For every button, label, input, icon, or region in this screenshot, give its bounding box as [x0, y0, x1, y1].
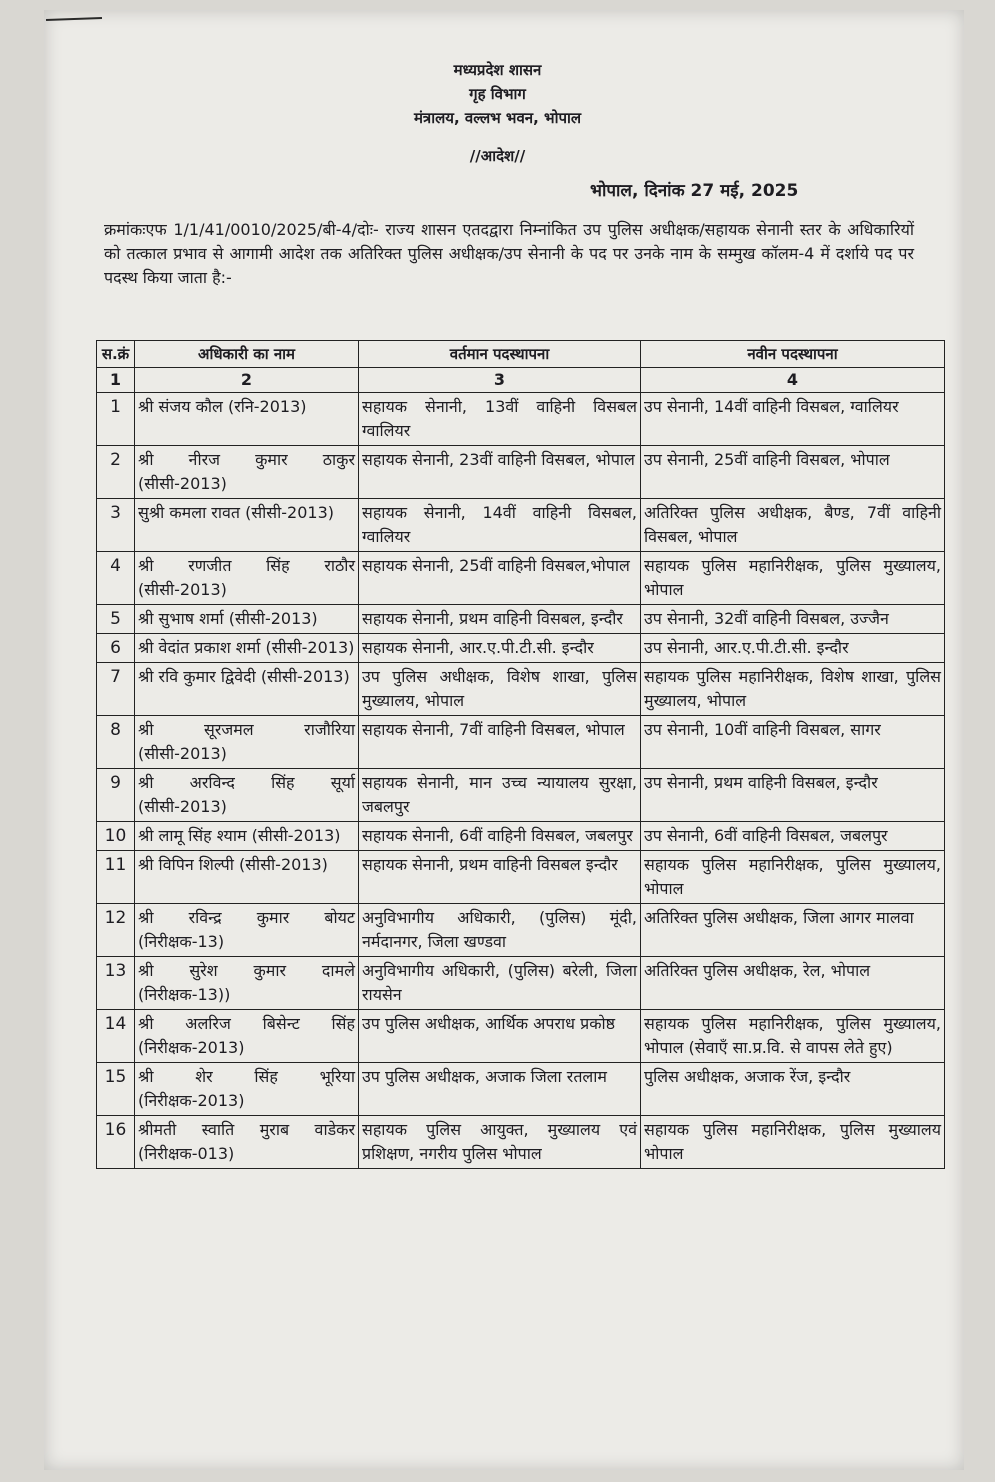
serial-cell: 13: [97, 957, 135, 1010]
new-posting-cell: सहायक पुलिस महानिरीक्षक, पुलिस मुख्यालय, भोपाल: [641, 552, 945, 605]
header-serial: स.क्रं: [97, 341, 135, 368]
header-officer-name: अधिकारी का नाम: [135, 341, 359, 368]
new-posting-cell: अतिरिक्त पुलिस अधीक्षक, रेल, भोपाल: [641, 957, 945, 1010]
officer-name-cell: श्री विपिन शिल्पी (सीसी-2013): [135, 851, 359, 904]
current-posting-cell: अनुविभागीय अधिकारी, (पुलिस) बरेली, जिला रायसेन: [359, 957, 641, 1010]
serial-cell: 15: [97, 1063, 135, 1116]
new-posting-cell: उप सेनानी, 25वीं वाहिनी विसबल, भोपाल: [641, 446, 945, 499]
officer-name-cell: श्रीमती स्वाति मुराब वाडेकर (निरीक्षक-013): [135, 1116, 359, 1169]
new-posting-cell: उप सेनानी, आर.ए.पी.टी.सी. इन्दौर: [641, 634, 945, 663]
order-title: //आदेश//: [469, 147, 526, 165]
current-posting-cell: सहायक सेनानी, 23वीं वाहिनी विसबल, भोपाल: [359, 446, 641, 499]
current-posting-cell: सहायक सेनानी, आर.ए.पी.टी.सी. इन्दौर: [359, 634, 641, 663]
serial-cell: 7: [97, 663, 135, 716]
new-posting-cell: सहायक पुलिस महानिरीक्षक, पुलिस मुख्यालय, भोपाल (सेवाएँ सा.प्र.वि. से वापस लेते हुए): [641, 1010, 945, 1063]
table-row: [97, 1063, 945, 1116]
officer-name-cell: श्री रणजीत सिंह राठौर (सीसी-2013): [135, 552, 359, 605]
serial-cell: 10: [97, 822, 135, 851]
current-posting-cell: अनुविभागीय अधिकारी, (पुलिस) मूंदी, नर्मदानगर, जिला खण्डवा: [359, 904, 641, 957]
current-posting-cell: सहायक सेनानी, प्रथम वाहिनी विसबल इन्दौर: [359, 851, 641, 904]
current-posting-cell: सहायक सेनानी, प्रथम वाहिनी विसबल, इन्दौर: [359, 605, 641, 634]
serial-cell: 14: [97, 1010, 135, 1063]
serial-cell: 8: [97, 716, 135, 769]
table-row: [97, 634, 945, 663]
current-posting-cell: सहायक सेनानी, 7वीं वाहिनी विसबल, भोपाल: [359, 716, 641, 769]
table-row: [97, 904, 945, 957]
table-row: [97, 957, 945, 1010]
new-posting-cell: उप सेनानी, 14वीं वाहिनी विसबल, ग्वालियर: [641, 393, 945, 446]
current-posting-cell: सहायक सेनानी, 6वीं वाहिनी विसबल, जबलपुर: [359, 822, 641, 851]
column-number: 3: [359, 368, 641, 393]
table-row: [97, 769, 945, 822]
officer-name-cell: श्री सूरजमल राजौरिया (सीसी-2013): [135, 716, 359, 769]
current-posting-cell: सहायक सेनानी, मान उच्च न्यायालय सुरक्षा, जबलपुर: [359, 769, 641, 822]
officer-name-cell: सुश्री कमला रावत (सीसी-2013): [135, 499, 359, 552]
officer-name-cell: श्री रविन्द्र कुमार बोयट (निरीक्षक-13): [135, 904, 359, 957]
table-body: [97, 393, 945, 1169]
new-posting-cell: सहायक पुलिस महानिरीक्षक, पुलिस मुख्यालय भोपाल: [641, 1116, 945, 1169]
order-date: भोपाल, दिनांक 27 मई, 2025: [590, 181, 799, 201]
serial-cell: 2: [97, 446, 135, 499]
officer-name-cell: श्री संजय कौल (रनि-2013): [135, 393, 359, 446]
current-posting-cell: सहायक पुलिस आयुक्त, मुख्यालय एवं प्रशिक्षण, नगरीय पुलिस भोपाल: [359, 1116, 641, 1169]
officer-name-cell: श्री रवि कुमार द्विवेदी (सीसी-2013): [135, 663, 359, 716]
new-posting-cell: उप सेनानी, प्रथम वाहिनी विसबल, इन्दौर: [641, 769, 945, 822]
new-posting-cell: उप सेनानी, 10वीं वाहिनी विसबल, सागर: [641, 716, 945, 769]
serial-cell: 12: [97, 904, 135, 957]
serial-cell: 16: [97, 1116, 135, 1169]
table-row: [97, 499, 945, 552]
table-row: [97, 1010, 945, 1063]
new-posting-cell: अतिरिक्त पुलिस अधीक्षक, जिला आगर मालवा: [641, 904, 945, 957]
current-posting-cell: उप पुलिस अधीक्षक, विशेष शाखा, पुलिस मुख्यालय, भोपाल: [359, 663, 641, 716]
officer-name-cell: श्री अलरिज बिसेन्ट सिंह (निरीक्षक-2013): [135, 1010, 359, 1063]
office-address: मंत्रालय, वल्लभ भवन, भोपाल: [413, 109, 582, 127]
serial-cell: 5: [97, 605, 135, 634]
current-posting-cell: सहायक सेनानी, 14वीं वाहिनी विसबल, ग्वालियर: [359, 499, 641, 552]
header-new-posting: नवीन पदस्थापना: [641, 341, 945, 368]
posting-table: [96, 340, 945, 1169]
table-row: [97, 393, 945, 446]
govt-name: मध्यप्रदेश शासन: [453, 61, 542, 79]
letterhead: [0, 58, 995, 130]
header-current-posting: वर्तमान पदस्थापना: [359, 341, 641, 368]
current-posting-cell: सहायक सेनानी, 13वीं वाहिनी विसबल ग्वालियर: [359, 393, 641, 446]
column-number: 4: [641, 368, 945, 393]
column-number: 1: [97, 368, 135, 393]
officer-name-cell: श्री लामू सिंह श्याम (सीसी-2013): [135, 822, 359, 851]
serial-cell: 3: [97, 499, 135, 552]
table-row: [97, 851, 945, 904]
current-posting-cell: सहायक सेनानी, 25वीं वाहिनी विसबल,भोपाल: [359, 552, 641, 605]
column-number: 2: [135, 368, 359, 393]
serial-cell: 11: [97, 851, 135, 904]
serial-cell: 9: [97, 769, 135, 822]
officer-name-cell: श्री अरविन्द सिंह सूर्या (सीसी-2013): [135, 769, 359, 822]
table-row: [97, 822, 945, 851]
officer-name-cell: श्री सुरेश कुमार दामले (निरीक्षक-13)): [135, 957, 359, 1010]
current-posting-cell: उप पुलिस अधीक्षक, अजाक जिला रतलाम: [359, 1063, 641, 1116]
table-row: [97, 1116, 945, 1169]
table-row: [97, 716, 945, 769]
officer-name-cell: श्री नीरज कुमार ठाकुर (सीसी-2013): [135, 446, 359, 499]
new-posting-cell: अतिरिक्त पुलिस अधीक्षक, बैण्ड, 7वीं वाहिनी विसबल, भोपाल: [641, 499, 945, 552]
current-posting-cell: उप पुलिस अधीक्षक, आर्थिक अपराध प्रकोष्ठ: [359, 1010, 641, 1063]
table-row: [97, 446, 945, 499]
column-number-row: [97, 368, 945, 393]
new-posting-cell: उप सेनानी, 6वीं वाहिनी विसबल, जबलपुर: [641, 822, 945, 851]
serial-cell: 4: [97, 552, 135, 605]
order-intro: क्रमांकःएफ 1/1/41/0010/2025/बी-4/दोः- राज्य शासन एतदद्वारा निम्नांकित उप पुलिस अधीक्षक/सहायक सेनानी स्तर के अधिकारियों को तत्काल प्रभाव से आगामी आदेश तक अतिरिक्त पुलिस अधीक्षक/उप सेनानी के पद पर उनके नाम के सम्मुख कॉलम-4 में दर्शाये पद पर पदस्थ किया जाता है:-: [104, 220, 914, 287]
department-name: गृह विभाग: [469, 85, 526, 103]
serial-cell: 1: [97, 393, 135, 446]
new-posting-cell: सहायक पुलिस महानिरीक्षक, पुलिस मुख्यालय, भोपाल: [641, 851, 945, 904]
table-row: [97, 605, 945, 634]
new-posting-cell: उप सेनानी, 32वीं वाहिनी विसबल, उज्जैन: [641, 605, 945, 634]
table-row: [97, 663, 945, 716]
table-row: [97, 552, 945, 605]
table-header-row: [97, 341, 945, 368]
new-posting-cell: पुलिस अधीक्षक, अजाक रेंज, इन्दौर: [641, 1063, 945, 1116]
officer-name-cell: श्री वेदांत प्रकाश शर्मा (सीसी-2013): [135, 634, 359, 663]
officer-name-cell: श्री शेर सिंह भूरिया (निरीक्षक-2013): [135, 1063, 359, 1116]
serial-cell: 6: [97, 634, 135, 663]
new-posting-cell: सहायक पुलिस महानिरीक्षक, विशेष शाखा, पुलिस मुख्यालय, भोपाल: [641, 663, 945, 716]
officer-name-cell: श्री सुभाष शर्मा (सीसी-2013): [135, 605, 359, 634]
